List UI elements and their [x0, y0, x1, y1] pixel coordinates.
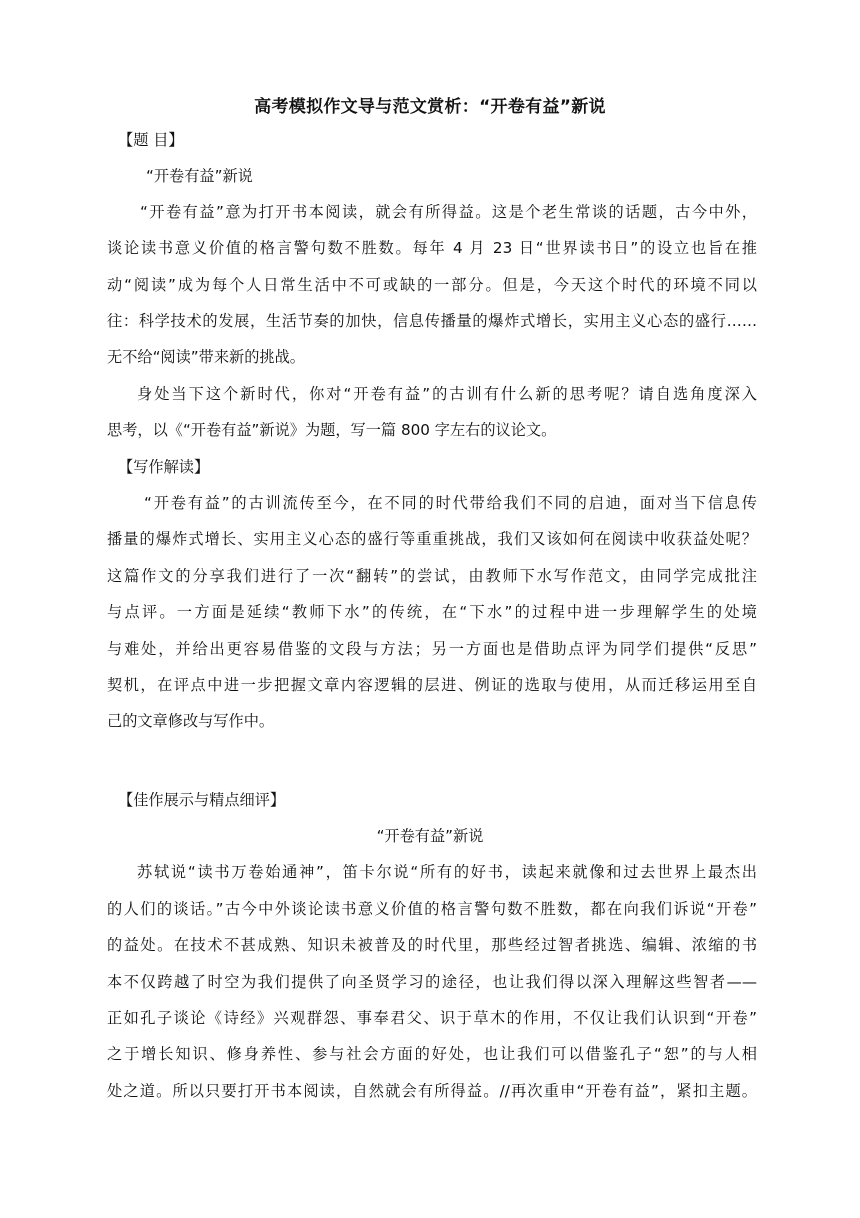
- text-line: “开卷有益”新说: [376, 827, 484, 845]
- text-line: “开卷有益”新说: [146, 167, 253, 185]
- text-line: 身处当下这个新时代，你对“开卷有益”的古训有什么新的思考呢？请自选角度深入: [137, 385, 757, 403]
- text-line: 与点评。一方面是延续“教师下水”的传统，在“下水”的过程中进一步理解学生的处境: [107, 603, 757, 621]
- text-line: 处之道。所以只要打开书本阅读，自然就会有所得益。//再次重申“开卷有益”，紧扣主题。: [107, 1082, 757, 1100]
- text-line: 正如孔子谈论《诗经》兴观群怨、事奉君父、识于草木的作用，不仅让我们认识到“开卷”: [107, 1009, 757, 1027]
- text-line: 本不仅跨越了时空为我们提供了向圣贤学习的途径，也让我们得以深入理解这些智者——: [107, 973, 757, 991]
- text-line: 的人们的谈话。”古今中外谈论读书意义价值的格言警句数不胜数，都在向我们诉说“开卷”: [107, 900, 757, 918]
- text-line: 苏轼说“读书万卷始通神”，笛卡尔说“所有的好书，读起来就像和过去世界上最杰出: [137, 863, 757, 881]
- text-line: 【题 目】: [118, 131, 184, 149]
- text-line: 【佳作展示与精点细评】: [118, 791, 286, 809]
- text-line: “开卷有益”意为打开书本阅读，就会有所得益。这是个老生常谈的话题，古今中外，: [140, 203, 757, 221]
- text-line: 【写作解读】: [118, 458, 210, 476]
- text-line: “开卷有益”的古训流传至今，在不同的时代带给我们不同的启迪，面对当下信息传: [144, 494, 757, 512]
- text-line: 往：科学技术的发展，生活节奏的加快，信息传播量的爆炸式增长，实用主义心态的盛行……: [107, 312, 757, 330]
- text-line: 思考，以《“开卷有益”新说》为题，写一篇 800 字左右的议论文。: [107, 421, 557, 439]
- text-line: 这篇作文的分享我们进行了一次“翻转”的尝试，由教师下水写作范文，由同学完成批注: [107, 567, 757, 585]
- text-line: 契机，在评点中进一步把握文章内容逻辑的层进、例证的选取与使用，从而迁移运用至自: [107, 676, 757, 694]
- text-line: 的益处。在技术不甚成熟、知识未被普及的时代里，那些经过智者挑选、编辑、浓缩的书: [107, 936, 757, 954]
- document-title: 高考模拟作文导与范文赏析：“开卷有益”新说: [254, 97, 606, 117]
- text-line: 无不给“阅读”带来新的挑战。: [107, 348, 305, 366]
- text-line: 己的文章修改与写作中。: [107, 712, 275, 730]
- text-line: 之于增长知识、修身养性、参与社会方面的好处，也让我们可以借鉴孔子“恕”的与人相: [107, 1045, 757, 1063]
- text-line: 与难处，并给出更容易借鉴的文段与方法；另一方面也是借助点评为同学们提供“反思”: [107, 640, 757, 658]
- text-line: 动“阅读”成为每个人日常生活中不可或缺的一部分。但是，今天这个时代的环境不同以: [107, 276, 757, 294]
- text-line: 谈论读书意义价值的格言警句数不胜数。每年 4 月 23 日“世界读书日”的设立也旨在推: [107, 239, 757, 257]
- text-line: 播量的爆炸式增长、实用主义心态的盛行等重重挑战，我们又该如何在阅读中收获益处呢？: [107, 530, 757, 548]
